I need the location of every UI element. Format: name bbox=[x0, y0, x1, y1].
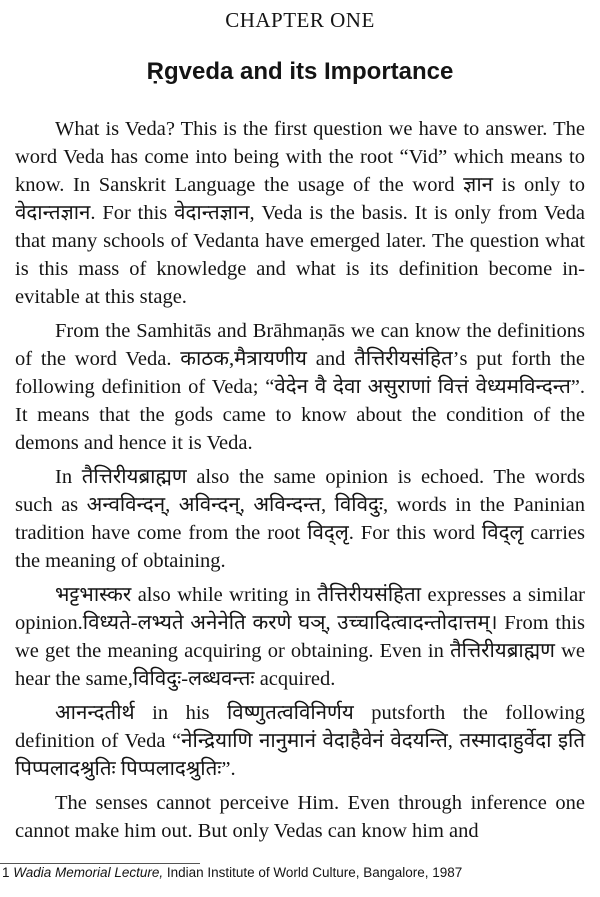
footnote bbox=[2, 864, 592, 882]
footnote-marker: 1 bbox=[2, 865, 10, 880]
paragraph: The senses cannot perceive Him. Even through inference one cannot make him out. But only Vedas can know him and bbox=[15, 792, 585, 842]
chapter-title: Ṛgveda and its Importance bbox=[146, 58, 454, 85]
paragraph: What is Veda? This is the first question we have to answer. The word Veda has come into being with the root “Vid” which means to know. In Sanskrit Language the usage of the word ज्ञान is only to वेदान्तज्ञान. For this वेदान्तज्ञान, Veda is the basis. It is only from Veda that many schools of Vedanta have emerged later. The question what is this mass of knowledge and what is its definition become in-evitable at this stage. bbox=[15, 118, 585, 308]
footnote-text: Indian Institute of World Culture, Bangalore, 1987 bbox=[166, 865, 463, 880]
paragraph: आनन्दतीर्थ in his विष्णुतत्वविनिर्णय putsforth the following definition of Veda “नेन्द्रियाणि नानुमानं वेदाहैवेनं वेदयन्ति, तस्मादाहुर्वेदा इति पिप्पलादश्रुतिः पिप्पलादश्रुतिः”. bbox=[15, 702, 585, 780]
footnote-title: Wadia Memorial Lecture, bbox=[13, 865, 164, 880]
paragraph: From the Samhitās and Brāhmaṇās we can know the definitions of the word Veda. काठक,मैत्रायणीय and तैत्तिरीयसंहित’s put forth the following definition of Veda; “वेदेन वै देवा असुराणां वित्तं वेध्यमविन्दन्त”. It means that the gods came to know about the condition of the demons and hence it is Veda. bbox=[15, 320, 585, 454]
chapter-label: CHAPTER ONE bbox=[225, 8, 375, 32]
chapter-body bbox=[15, 115, 585, 851]
paragraph: In तैत्तिरीयब्राह्मण also the same opinion is echoed. The words such as अन्वविन्दन्, अविन्दन्, अविन्दन्त, विविदुः, words in the Paninian tradition have come from the root विद्लृ. For this word विद्लृ carries the meaning of obtaining. bbox=[15, 466, 585, 572]
paragraph: भट्टभास्कर also while writing in तैत्तिरीयसंहिता expresses a similar opinion.विध्यते-लभ्यते अनेनेति करणे घञ्, उच्चादित्वादन्तोदात्तम्। From this we get the meaning acquiring or obtaining. Even in तैत्तिरीयब्राह्मण we hear the same,विविदुः-लब्धवन्तः acquired. bbox=[15, 584, 585, 690]
